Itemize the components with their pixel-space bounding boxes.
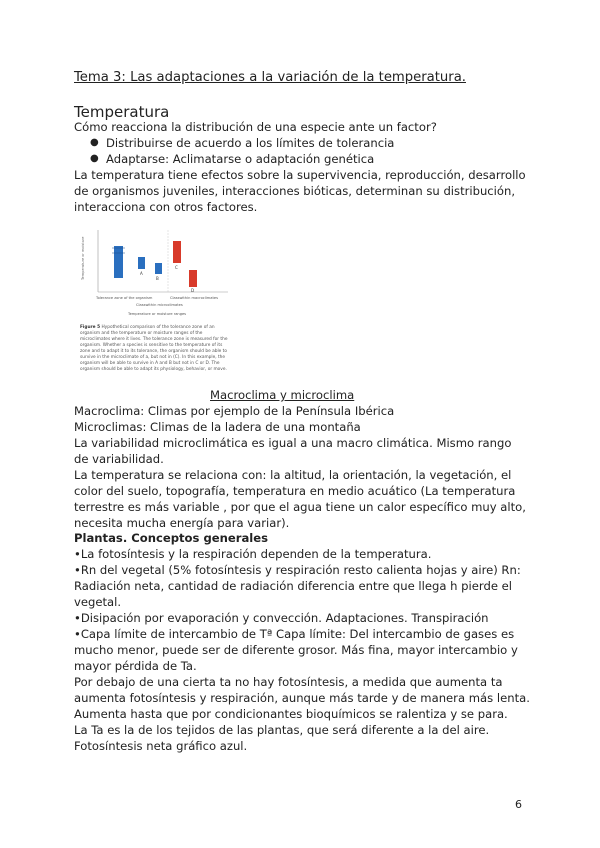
bar-c	[173, 241, 181, 263]
plants-line: •Disipación por evaporación y convección. Adaptaciones. Transpiración	[74, 611, 489, 625]
tolerance-bar	[114, 246, 123, 278]
intro-question	[74, 119, 524, 135]
macro-line: Microclimas: Climas de la ladera de una montaña	[74, 420, 361, 434]
x-axis-label: Temperature or moisture ranges	[128, 312, 187, 316]
page-title: Tema 3: Las adaptaciones a la variación de la temperatura.	[74, 70, 466, 85]
section-heading: Temperatura	[74, 103, 170, 121]
page-number: 6	[515, 798, 522, 811]
plants-line: •La fotosíntesis y la respiración dependen de la temperatura.	[74, 547, 432, 561]
plants-line: •Capa límite de intercambio de Tª Capa límite: Del intercambio de gases es	[74, 627, 515, 641]
intro-question-text: Cómo reacciona la distribución de una especie ante un factor?	[74, 120, 437, 134]
plants-section	[74, 530, 524, 674]
figure-plot	[76, 222, 232, 322]
macro-section	[74, 403, 524, 531]
bullet-icon: ●	[90, 153, 99, 164]
bar-label: B	[156, 276, 159, 281]
subheading-macroclima: Macroclima y microclima	[210, 388, 355, 402]
x-label: Tolerance zone of the organism	[96, 296, 153, 300]
bar-label: A	[140, 271, 143, 276]
bullet-text: Adaptarse: Aclimatarse o adaptación genética	[106, 152, 375, 166]
final-paragraph	[74, 674, 530, 754]
figure-caption	[80, 325, 230, 373]
macro-line: color del suelo, topografía, temperatura en medio acuático (La temperatura	[74, 484, 516, 498]
bar-a	[138, 257, 145, 269]
final-line: Fotosíntesis neta gráfico azul.	[74, 739, 248, 753]
y-axis-label: Temperature or moisture	[81, 236, 85, 280]
final-line: Por debajo de una cierta ta no hay fotosíntesis, a medida que aumenta ta	[74, 675, 503, 689]
plants-line: •Rn del vegetal (5% fotosíntesis y respiración resto calienta hojas y aire) Rn:	[74, 563, 521, 577]
list-item	[90, 135, 394, 151]
bullet-list	[90, 135, 394, 167]
caption-title: Figure 5	[80, 325, 101, 330]
plants-line: mayor pérdida de Ta.	[74, 659, 197, 673]
caption-text: Hypothetical comparison of the tolerance zone of an organism and the temperature or moisture ranges of the microclimates where it lives. The tolerance zone is measured for the organism. Whether a species is sensitive to the temperature of its zone and to adapt it to its tolerance, the organism should be able to survive in the microclimate of a, but not in (C). In this example, the organism will be able to survive in A and B but not in C or D. The organism should be able to adapt its physiology, behavior, or move.	[80, 325, 228, 372]
paragraph-line: La temperatura tiene efectos sobre la supervivencia, reproducción, desarrollo	[74, 168, 526, 182]
macro-line: La temperatura se relaciona con: la altitud, la orientación, la vegetación, el	[74, 468, 512, 482]
macro-line: Macroclima: Climas por ejemplo de la Península Ibérica	[74, 404, 395, 418]
bullet-icon: ●	[90, 137, 99, 148]
macro-line: terrestre es más variable , por que el agua tiene un calor específico muy alto,	[74, 500, 526, 514]
x-label: Classwithin microclimates	[136, 303, 183, 307]
macro-line: necesita mucha energía para variar).	[74, 516, 290, 530]
list-item	[90, 151, 394, 167]
bar-label: D	[191, 288, 195, 293]
plants-line: mucho menor, puede ser de diferente grosor. Más fina, mayor intercambio y	[74, 643, 518, 657]
x-label: Classwithin macroclimates	[170, 296, 218, 300]
bar-label: C	[175, 265, 178, 270]
plants-line: vegetal.	[74, 595, 122, 609]
plants-heading: Plantas. Conceptos generales	[74, 531, 269, 545]
macro-line: de variabilidad.	[74, 452, 164, 466]
bar-d	[189, 270, 197, 287]
paragraph-line: de organismos juveniles, interacciones bióticas, determinan su distribución,	[74, 184, 516, 198]
paragraph-line: interacciona con otros factores.	[74, 200, 258, 214]
final-line: La Ta es la de los tejidos de las plantas, que será diferente a la del aire.	[74, 723, 490, 737]
final-line: Aumenta hasta que por condicionantes bioquímicos se ralentiza y se para.	[74, 707, 508, 721]
plants-line: Radiación neta, cantidad de radiación diferencia entre que llega h pierde el	[74, 579, 512, 593]
final-line: aumenta fotosíntesis y respiración, aunque más tarde y de manera más lenta.	[74, 691, 530, 705]
bar-b	[155, 263, 162, 274]
paragraph-effects	[74, 167, 524, 215]
bullet-text: Distribuirse de acuerdo a los límites de tolerancia	[106, 136, 395, 150]
macro-line: La variabilidad microclimática es igual a una macro climática. Mismo rango	[74, 436, 512, 450]
tolerance-figure	[76, 222, 232, 397]
